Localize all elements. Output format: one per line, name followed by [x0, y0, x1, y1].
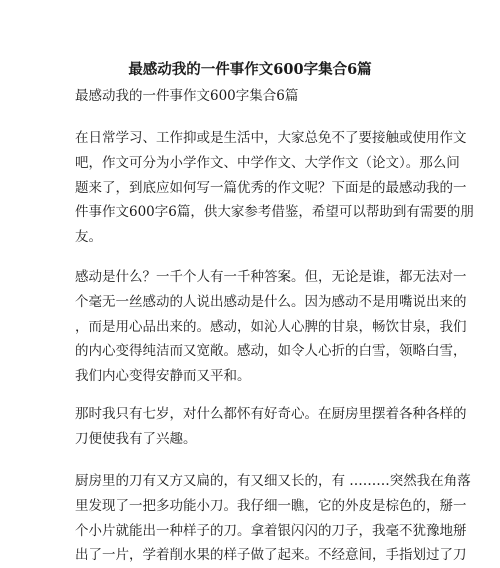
paragraph-line: 里发现了一把多功能小刀。我仔细一瞧，它的外皮是棕色的，掰一: [75, 497, 467, 514]
paragraph-line: 吧，作文可分为小学作文、中学作文、大学作文（论文）。那么问: [75, 154, 460, 171]
paragraph-line: 厨房里的刀有又方又扁的，有又细又长的，有 ………突然我在角落: [75, 473, 471, 489]
article-subtitle: 最感动我的一件事作文600字集合6篇: [75, 88, 299, 104]
paragraph-line: 个毫无一丝感动的人说出感动是什么。因为感动不是用嘴说出来的: [75, 293, 467, 310]
paragraph-line: ，而是用心品出来的。感动，如沁人心脾的甘泉，畅饮甘泉，我们: [75, 318, 467, 335]
paragraph-line: 的内心变得纯洁而又宽敞。感动，如令人心折的白雪，领略白雪，: [75, 343, 467, 360]
paragraph-line: 件事作文600字6篇，供大家参考借鉴，希望可以帮助到有需要的朋: [75, 204, 474, 221]
paragraph-what-is-touching: [75, 265, 467, 389]
paragraph-intro: [75, 126, 474, 250]
paragraph-line: 刀便使我有了兴趣。: [75, 430, 197, 447]
paragraph-kitchen-knives: [75, 469, 471, 568]
article-title: 最感动我的一件事作文600字集合6篇: [128, 61, 372, 78]
paragraph-line: 个小片就能出一种样子的刀。拿着银闪闪的刀子，我毫不犹豫地掰: [75, 522, 467, 539]
paragraph-age-seven: [75, 402, 467, 452]
paragraph-line: 我们内心变得安静而又平和。: [75, 368, 251, 385]
paragraph-line: 题来了，到底应如何写一篇优秀的作文呢？下面是的最感动我的一: [75, 179, 467, 196]
paragraph-line: 感动是什么？一千个人有一千种答案。但，无论是谁，都无法对一: [75, 269, 467, 285]
paragraph-line: 那时我只有七岁，对什么都怀有好奇心。在厨房里摆着各种各样的: [75, 406, 467, 422]
paragraph-line: 友。: [75, 229, 102, 246]
paragraph-line: 出了一片，学着削水果的样子做了起来。不经意间，手指划过了刀: [75, 547, 467, 564]
paragraph-line: 在日常学习、工作抑或是生活中，大家总免不了要接触或使用作文: [75, 130, 467, 146]
